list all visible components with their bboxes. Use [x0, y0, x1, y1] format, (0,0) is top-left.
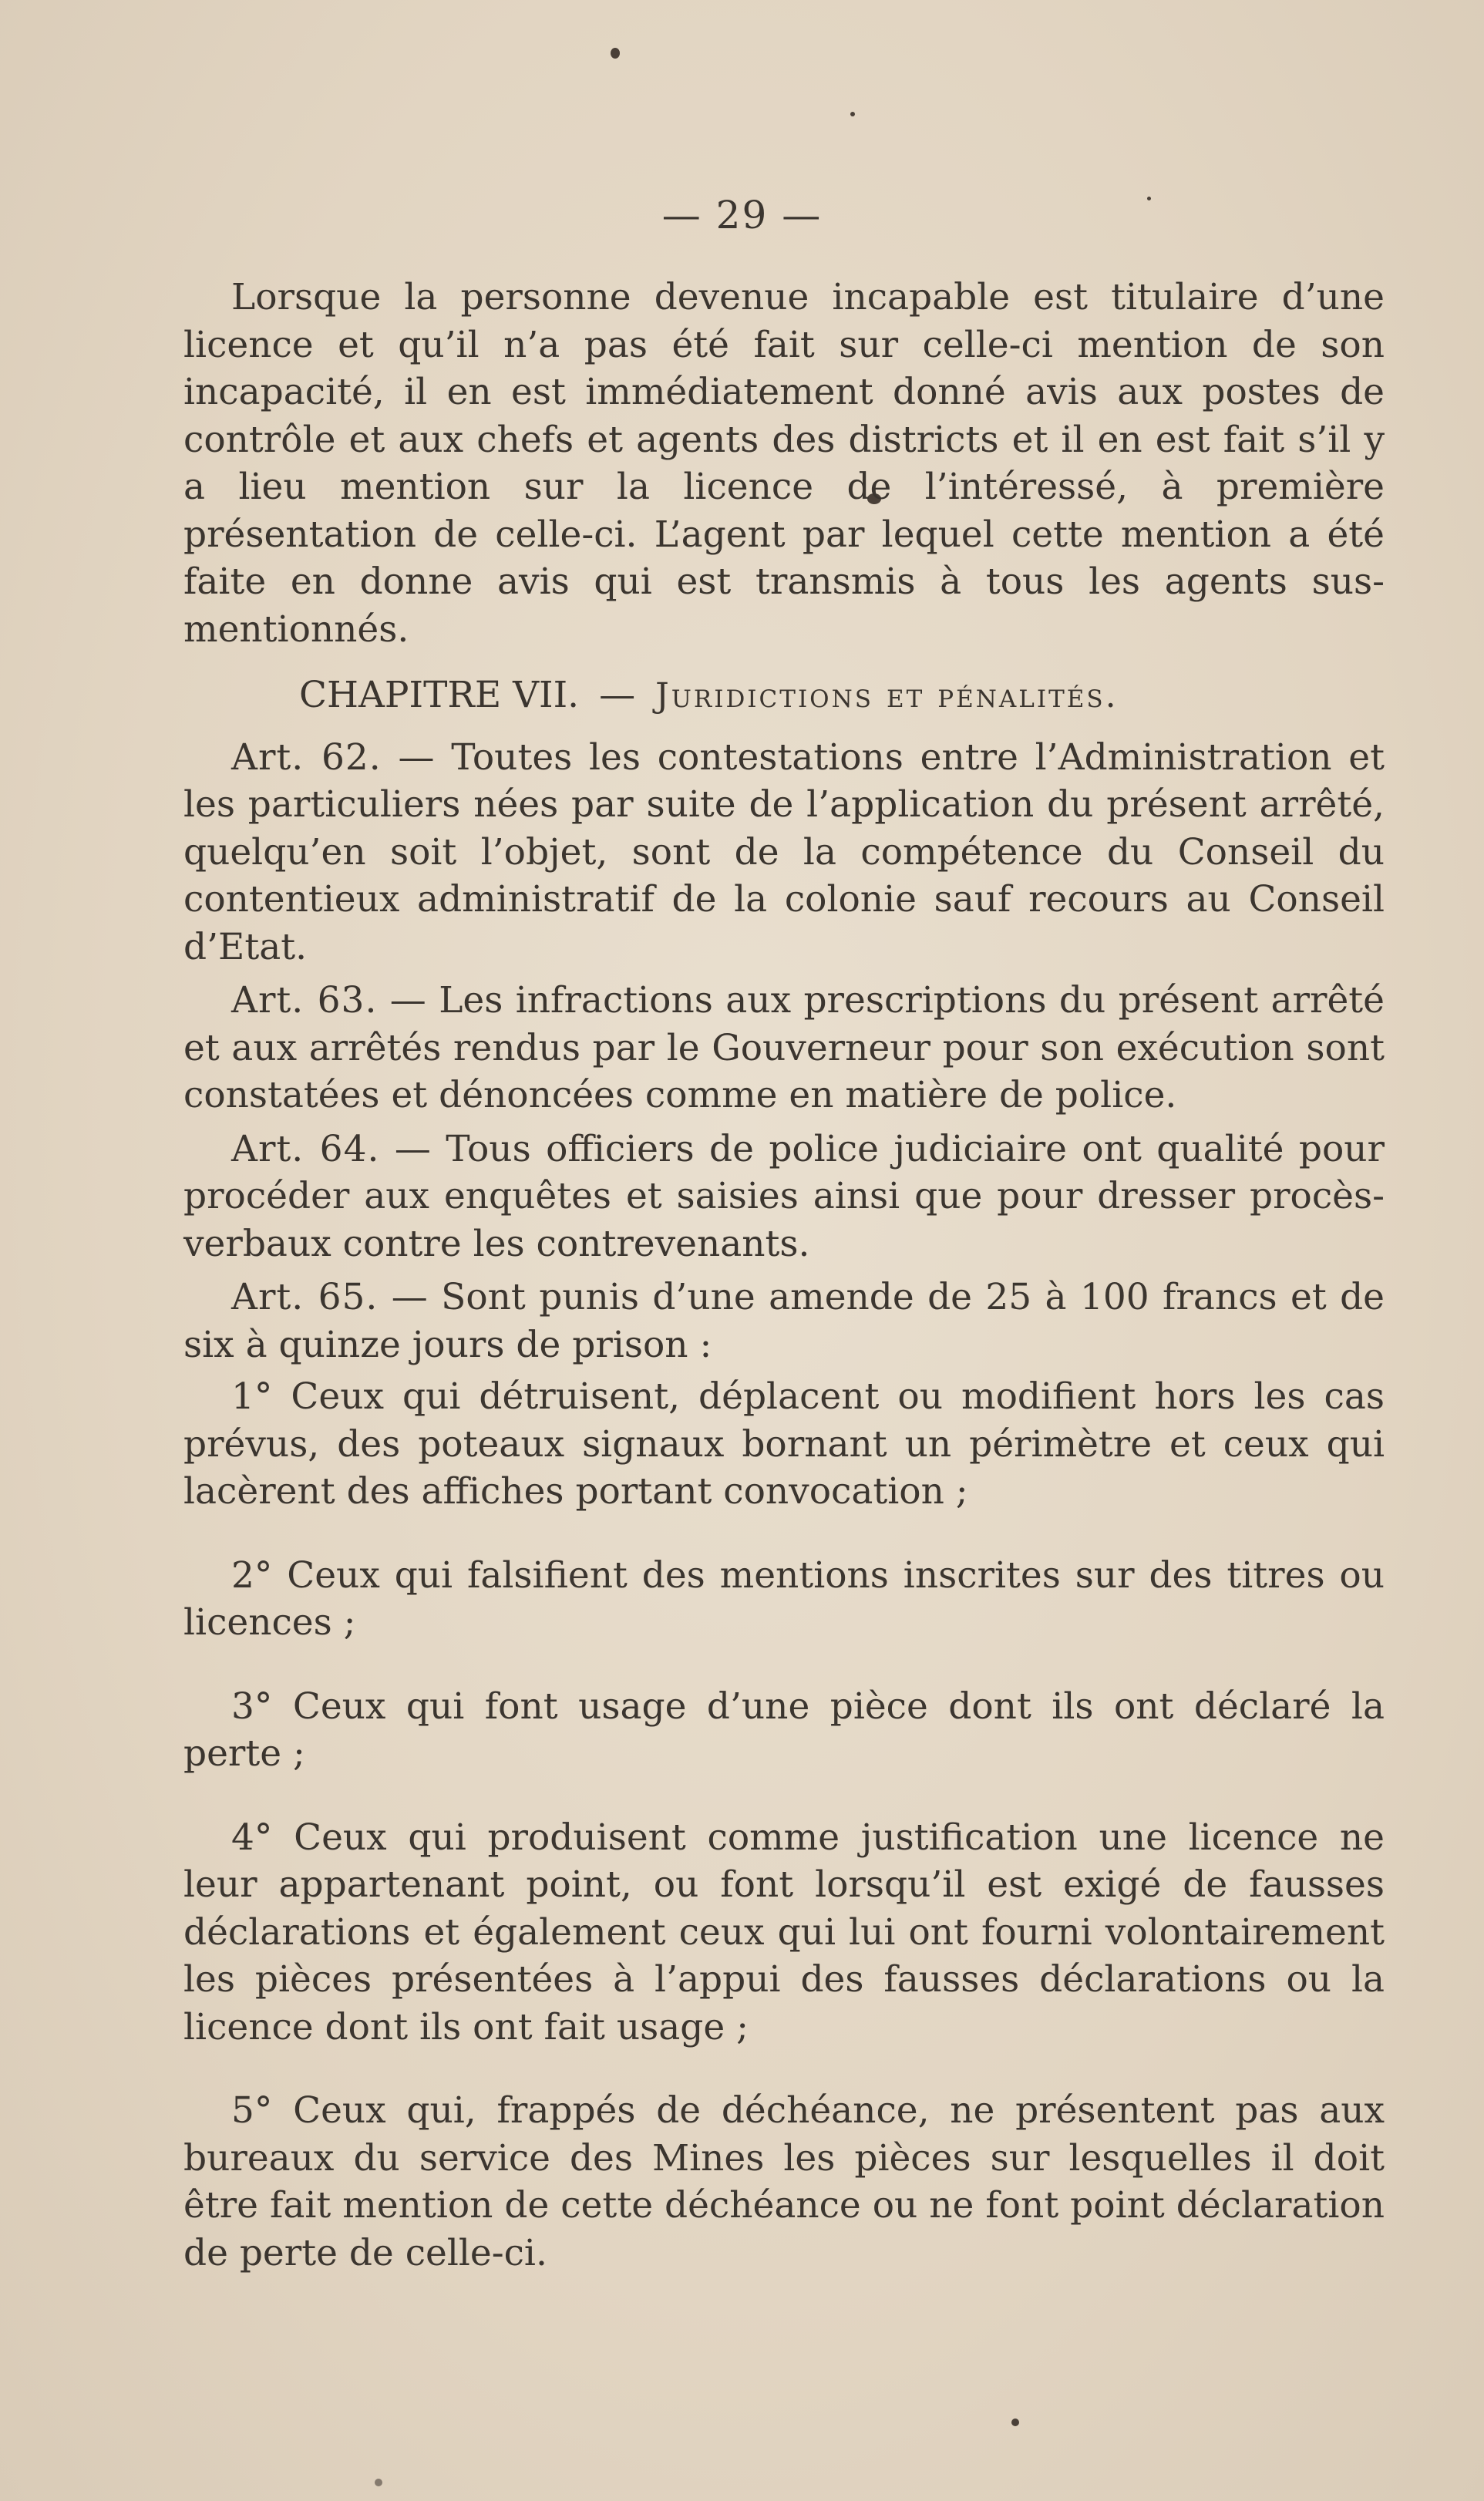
article-dash: —	[391, 1276, 428, 1318]
article-text: Tous officiers de police judiciaire ont qualité pour procéder aux enquêtes et saisies ainsi que pour dresser procès-verbaux contre les contrevenants.	[183, 1127, 1385, 1265]
article-62	[183, 734, 1385, 971]
article-64	[183, 1126, 1385, 1268]
article-dash: —	[389, 979, 426, 1022]
penalty-item-1: 1° Ceux qui détruisent, déplacent ou modifient hors les cas prévus, des poteaux signaux bornant un périmètre et ceux qui lacèrent des affiches portant convocation ;	[183, 1375, 1385, 1513]
article-text: Toutes les contestations entre l’Administration et les particuliers nées par suite de l’application du présent arrêté, quelqu’en soit l’objet, sont de la compétence du Conseil du contentieux administratif de la colonie sauf recours au Conseil d’Etat.	[183, 735, 1385, 968]
ink-speck	[375, 2479, 382, 2486]
article-text: Sont punis d’une amende de 25 à 100 francs et de six à quinze jours de prison :	[183, 1276, 1385, 1366]
article-dash: —	[398, 735, 435, 779]
article-number: Art. 64.	[231, 1127, 380, 1170]
penalty-item-4: 4° Ceux qui produisent comme justification une licence ne leur appartenant point, ou font lorsqu’il est exigé de fausses déclarations et également ceux qui lui ont fourni volontairement les pièces présentées à l’appui des fausses déclarations ou la licence dont ils ont fait usage ;	[183, 1816, 1385, 2048]
article-number: Art. 62.	[231, 735, 382, 779]
article-65	[183, 1274, 1385, 1368]
page-body	[183, 274, 1385, 2313]
ink-speck	[850, 112, 855, 116]
article-dash: —	[394, 1127, 431, 1170]
article-text: Les infractions aux prescriptions du présent arrêté et aux arrêtés rendus par le Gouverneur pour son exécution sont constatées et dénoncées comme en matière de police.	[183, 979, 1385, 1116]
chapter-heading	[183, 672, 1385, 720]
chapter-subtitle: Juridictions et pénalités.	[655, 676, 1119, 715]
chapter-dash: —	[599, 674, 636, 716]
page-number: — 29 —	[661, 193, 823, 237]
intro-paragraph: Lorsque la personne devenue incapable est titulaire d’une licence et qu’il n’a pas été fait sur celle-ci mention de son incapacité, il en est immédiatement donné avis aux postes de contrôle et aux chefs et agents des districts et il en est fait s’il y a lieu mention sur la licence de l’intéressé, à première présentation de celle-ci. L’agent par lequel cette mention a été faite en donne avis qui est transmis à tous les agents sus-mentionnés.	[183, 276, 1385, 651]
article-63	[183, 977, 1385, 1119]
penalty-item-2: 2° Ceux qui falsifient des mentions inscrites sur des titres ou licences ;	[183, 1553, 1385, 1644]
penalty-item-5: 5° Ceux qui, frappés de déchéance, ne présentent pas aux bureaux du service des Mines les pièces sur lesquelles il doit être fait mention de cette déchéance ou ne font point déclaration de perte de celle-ci.	[183, 2089, 1385, 2274]
article-number: Art. 65.	[231, 1276, 379, 1318]
penalty-item-3: 3° Ceux qui font usage d’une pièce dont ils ont déclaré la perte ;	[183, 1685, 1385, 1775]
ink-speck	[611, 48, 620, 59]
ink-speck	[1011, 2419, 1019, 2426]
chapter-title: CHAPITRE VII.	[299, 674, 580, 716]
article-number: Art. 63.	[231, 979, 378, 1022]
